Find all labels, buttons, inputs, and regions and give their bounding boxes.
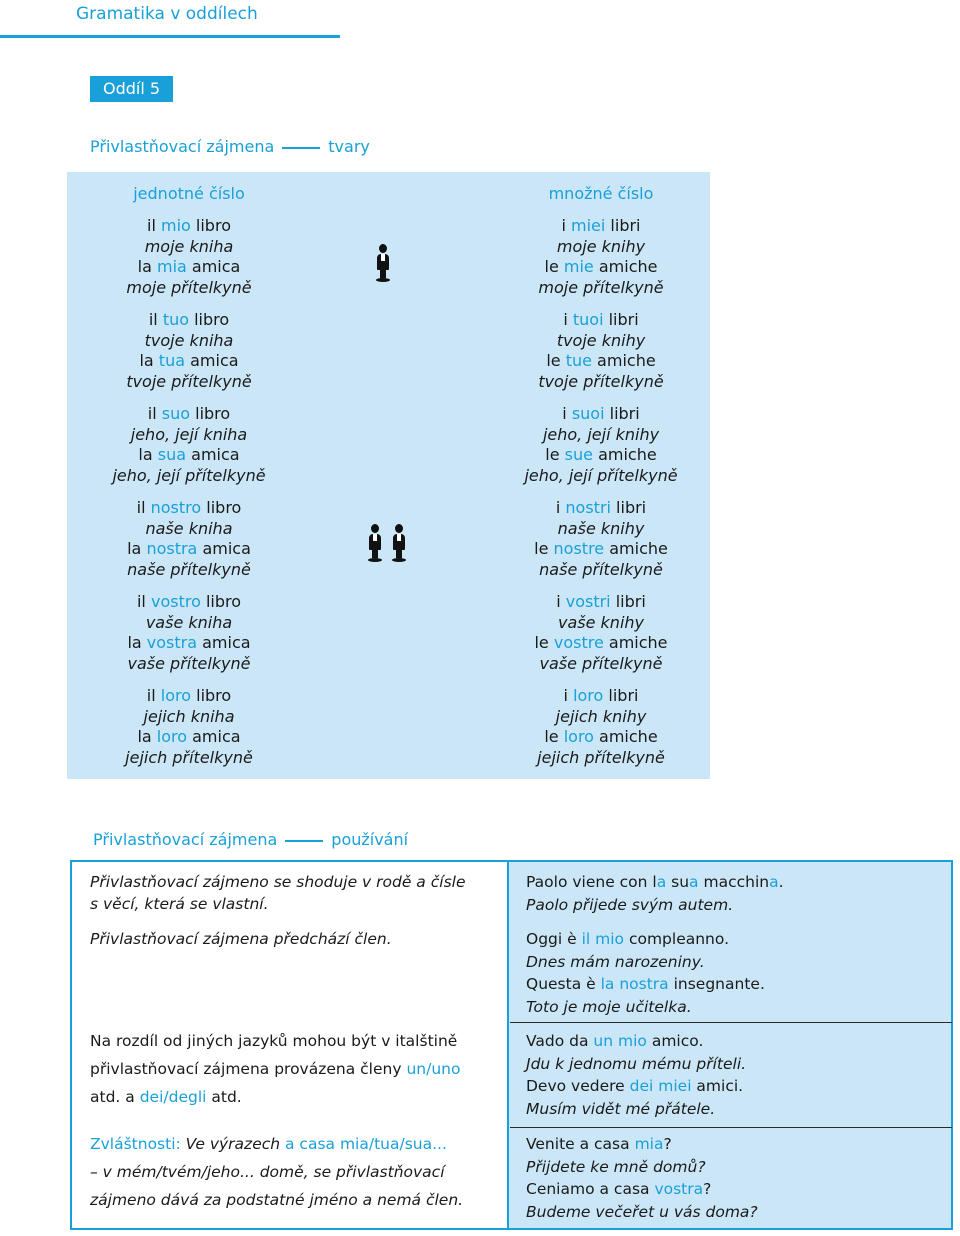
italian-phrase: i suoi libri xyxy=(562,404,640,423)
italian-phrase: il tuo libro xyxy=(148,310,230,329)
rule-3-line: přivlastňovací zájmena provázena členy un/uno xyxy=(90,1060,461,1078)
czech-translation: vaše přítelkyně xyxy=(127,653,251,673)
example-2-sentence: Questa è la nostra insegnante. xyxy=(526,975,765,993)
plural-group xyxy=(481,404,721,486)
example-4-sentence: Ceniamo a casa vostra? xyxy=(526,1180,712,1198)
czech-translation: vaše knihy xyxy=(558,612,644,632)
italian-phrase: i loro libri xyxy=(563,686,639,705)
czech-translation: jeho, její přítelkyně xyxy=(524,465,678,485)
italian-phrase: la loro amica xyxy=(137,727,241,746)
example-3-translation: Jdu k jednomu mému příteli. xyxy=(526,1054,747,1073)
plural-group xyxy=(481,592,721,674)
usage-heading-main: Přivlastňovací zájmena xyxy=(93,830,278,849)
italian-phrase: le tue amiche xyxy=(546,351,656,370)
example-2-translation: Dnes mám narozeniny. xyxy=(526,952,705,971)
forms-panel xyxy=(67,172,710,779)
czech-translation: jejich přítelkyně xyxy=(537,747,665,767)
italian-phrase: le sue amiche xyxy=(545,445,657,464)
usage-example-3 xyxy=(526,1030,746,1120)
usage-heading xyxy=(93,830,408,849)
section-badge: Oddíl 5 xyxy=(90,76,173,102)
czech-translation: naše přítelkyně xyxy=(539,559,663,579)
example-3-sentence: Devo vedere dei miei amici. xyxy=(526,1077,744,1095)
header-rule xyxy=(0,35,340,38)
italian-phrase: le loro amiche xyxy=(544,727,658,746)
rule-2-line: Přivlastňovací zájmena předchází člen. xyxy=(90,930,392,948)
czech-translation: moje knihy xyxy=(556,236,646,256)
czech-translation: naše kniha xyxy=(145,518,233,538)
plural-group xyxy=(481,216,721,298)
italian-phrase: le vostre amiche xyxy=(534,633,668,652)
italian-phrase: le nostre amiche xyxy=(534,539,668,558)
usage-heading-sub: používání xyxy=(331,830,409,849)
italian-phrase: il suo libro xyxy=(147,404,231,423)
italian-phrase: la vostra amica xyxy=(127,633,251,652)
example-3-sentence: Vado da un mio amico. xyxy=(526,1032,704,1050)
singular-group xyxy=(69,216,309,298)
italian-phrase: la tua amica xyxy=(139,351,239,370)
italian-phrase: il mio libro xyxy=(147,216,231,235)
czech-translation: jejich přítelkyně xyxy=(125,747,253,767)
italian-phrase: i nostri libri xyxy=(555,498,647,517)
usage-example-2 xyxy=(526,928,765,1018)
example-1-sentence: Paolo viene con la sua macchina. xyxy=(526,873,784,891)
czech-translation: jeho, její kniha xyxy=(130,424,248,444)
italian-phrase: i vostri libri xyxy=(556,592,646,611)
rule-1-line: Přivlastňovací zájmeno se shoduje v rodě a čísle xyxy=(90,873,466,891)
example-3-translation: Musím vidět mé přátele. xyxy=(526,1099,716,1118)
row-separator xyxy=(510,1127,952,1128)
italian-phrase: il nostro libro xyxy=(136,498,242,517)
italian-phrase: la sua amica xyxy=(138,445,240,464)
plural-title: množné číslo xyxy=(548,184,654,203)
usage-divider xyxy=(507,860,509,1230)
czech-translation: naše knihy xyxy=(557,518,645,538)
singular-title: jednotné číslo xyxy=(133,184,245,203)
example-4-translation: Budeme večeřet u vás doma? xyxy=(526,1202,758,1221)
czech-translation: vaše kniha xyxy=(145,612,233,632)
rule-3-line: Na rozdíl od jiných jazyků mohou být v italštině xyxy=(90,1032,458,1050)
singular-group xyxy=(69,310,309,392)
rule-3-line: atd. a dei/degli atd. xyxy=(90,1088,242,1106)
running-title: Gramatika v oddílech xyxy=(76,4,258,24)
forms-heading-sub: tvary xyxy=(328,137,370,156)
singular-group xyxy=(69,404,309,486)
usage-rule-4 xyxy=(90,1130,463,1214)
singular-group xyxy=(69,498,309,580)
czech-translation: tvoje přítelkyně xyxy=(538,371,664,391)
forms-heading xyxy=(90,137,370,156)
plural-group xyxy=(481,686,721,768)
czech-translation: tvoje knihy xyxy=(556,330,646,350)
czech-translation: tvoje kniha xyxy=(144,330,234,350)
plural-group xyxy=(481,310,721,392)
heading-dash xyxy=(285,840,323,842)
italian-phrase: le mie amiche xyxy=(544,257,658,276)
singular-group xyxy=(69,686,309,768)
rule-4-line: zájmeno dává za podstatné jméno a nemá člen. xyxy=(90,1191,464,1209)
czech-translation: vaše přítelkyně xyxy=(539,653,663,673)
heading-dash xyxy=(282,147,320,149)
rule-4-line: Zvláštnosti: Ve výrazech a casa mia/tua/sua... xyxy=(90,1135,447,1153)
italian-phrase: il loro libro xyxy=(146,686,232,705)
czech-translation: jejich knihy xyxy=(555,706,647,726)
plural-group xyxy=(481,498,721,580)
example-4-translation: Přijdete ke mně domů? xyxy=(526,1157,706,1176)
example-1-translation: Paolo přijede svým autem. xyxy=(526,895,734,914)
forms-heading-main: Přivlastňovací zájmena xyxy=(90,137,275,156)
italian-phrase: il vostro libro xyxy=(136,592,242,611)
italian-phrase: i tuoi libri xyxy=(563,310,639,329)
italian-phrase: la mia amica xyxy=(137,257,241,276)
usage-rule-1 xyxy=(90,871,465,915)
usage-example-1 xyxy=(526,871,784,916)
rule-4-line: – v mém/tvém/jeho... domě, se přivlastňovací xyxy=(90,1163,445,1181)
usage-example-4 xyxy=(526,1133,758,1223)
row-separator xyxy=(510,1022,952,1023)
czech-translation: naše přítelkyně xyxy=(127,559,251,579)
czech-translation: moje přítelkyně xyxy=(538,277,664,297)
czech-translation: tvoje přítelkyně xyxy=(126,371,252,391)
rule-1-line: s věcí, která se vlastní. xyxy=(90,895,269,913)
usage-rule-2 xyxy=(90,928,392,950)
example-4-sentence: Venite a casa mia? xyxy=(526,1135,672,1153)
czech-translation: moje kniha xyxy=(144,236,234,256)
czech-translation: jejich kniha xyxy=(143,706,235,726)
italian-phrase: i miei libri xyxy=(561,216,641,235)
example-2-translation: Toto je moje učitelka. xyxy=(526,997,692,1016)
czech-translation: jeho, její knihy xyxy=(542,424,660,444)
czech-translation: jeho, její přítelkyně xyxy=(112,465,266,485)
czech-translation: moje přítelkyně xyxy=(126,277,252,297)
singular-group xyxy=(69,592,309,674)
italian-phrase: la nostra amica xyxy=(127,539,251,558)
usage-rule-3 xyxy=(90,1027,460,1111)
example-2-sentence: Oggi è il mio compleanno. xyxy=(526,930,730,948)
